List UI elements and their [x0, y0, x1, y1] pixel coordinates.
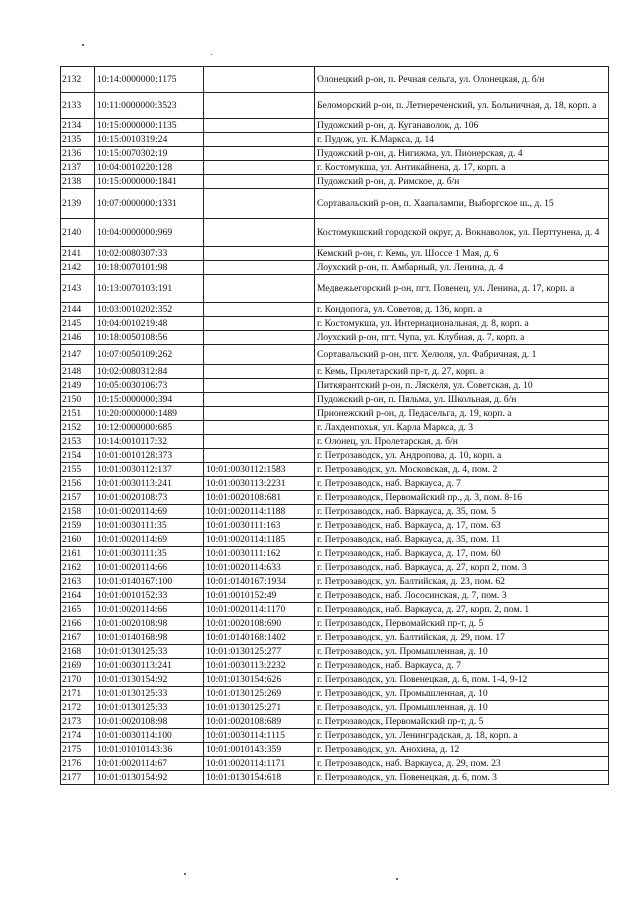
row-number-cell: 2132 — [61, 67, 95, 93]
table-row — [61, 659, 609, 673]
table-row — [61, 491, 609, 505]
table-row — [61, 147, 609, 161]
row-number-cell: 2171 — [61, 687, 95, 701]
premises-cadastral-number-cell: 10:01:0030111:163 — [204, 519, 315, 533]
premises-cadastral-number-cell: 10:01:0030114:1115 — [204, 729, 315, 743]
premises-cadastral-number-cell — [204, 421, 315, 435]
table-row — [61, 673, 609, 687]
premises-cadastral-number-cell: 10:01:0030113:2231 — [204, 477, 315, 491]
row-number-cell: 2175 — [61, 743, 95, 757]
address-cell: г. Петрозаводск, наб. Варкауса, д. 7 — [315, 659, 609, 673]
row-number-cell: 2155 — [61, 463, 95, 477]
table-row — [61, 67, 609, 93]
cadastral-number-cell: 10:01:0030112:137 — [95, 463, 204, 477]
address-cell: г. Петрозаводск, ул. Московская, д. 4, пом. 2 — [315, 463, 609, 477]
table-row — [61, 331, 609, 345]
address-cell: г. Пудож, ул. К.Маркса, д. 14 — [315, 133, 609, 147]
premises-cadastral-number-cell — [204, 247, 315, 261]
row-number-cell: 2150 — [61, 393, 95, 407]
table-row — [61, 247, 609, 261]
address-cell: г. Костомукша, ул. Антикайнена, д. 17, корп. а — [315, 161, 609, 175]
premises-cadastral-number-cell — [204, 449, 315, 463]
cadastral-number-cell: 10:01:0140168:98 — [95, 631, 204, 645]
cadastral-number-cell: 10:04:0010220:128 — [95, 161, 204, 175]
premises-cadastral-number-cell — [204, 175, 315, 189]
address-cell: Лоухский р-он, пгт. Чупа, ул. Клубная, д. 7, корп. а — [315, 331, 609, 345]
premises-cadastral-number-cell — [204, 261, 315, 275]
premises-cadastral-number-cell: 10:01:0020114:1188 — [204, 505, 315, 519]
table-row — [61, 317, 609, 331]
cadastral-number-cell: 10:01:0020114:67 — [95, 757, 204, 771]
address-cell: г. Петрозаводск, наб. Варкауса, д. 17, пом. 63 — [315, 519, 609, 533]
table-row — [61, 729, 609, 743]
scan-speck — [82, 44, 84, 46]
premises-cadastral-number-cell — [204, 119, 315, 133]
premises-cadastral-number-cell — [204, 393, 315, 407]
address-cell: Костомукшский городской округ, д. Вокнаволок, ул. Перттунена, д. 4 — [315, 219, 609, 247]
address-cell: г. Петрозаводск, наб. Варкауса, д. 35, пом. 11 — [315, 533, 609, 547]
address-cell: г. Олонец, ул. Пролетарская, д. б/н — [315, 435, 609, 449]
address-cell: Прионежский р-он, д. Педасельга, д. 19, корп. а — [315, 407, 609, 421]
row-number-cell: 2147 — [61, 345, 95, 365]
cadastral-number-cell: 10:13:0070103:191 — [95, 275, 204, 303]
table-row — [61, 547, 609, 561]
premises-cadastral-number-cell — [204, 379, 315, 393]
cadastral-number-cell: 10:02:0080307:33 — [95, 247, 204, 261]
table-row — [61, 575, 609, 589]
row-number-cell: 2148 — [61, 365, 95, 379]
cadastral-number-cell: 10:18:0050108:56 — [95, 331, 204, 345]
premises-cadastral-number-cell — [204, 147, 315, 161]
premises-cadastral-number-cell — [204, 133, 315, 147]
table-row — [61, 119, 609, 133]
table-row — [61, 757, 609, 771]
cadastral-number-cell: 10:01:0030113:241 — [95, 659, 204, 673]
address-cell: г. Кемь, Пролетарский пр-т, д. 27, корп. а — [315, 365, 609, 379]
cadastral-number-cell: 10:01:0130125:33 — [95, 687, 204, 701]
premises-cadastral-number-cell: 10:01:0130125:271 — [204, 701, 315, 715]
premises-cadastral-number-cell — [204, 303, 315, 317]
scan-speck — [184, 873, 186, 875]
cadastral-number-cell: 10:01:0020114:69 — [95, 505, 204, 519]
row-number-cell: 2165 — [61, 603, 95, 617]
cadastral-number-cell: 10:18:0070101:98 — [95, 261, 204, 275]
row-number-cell: 2161 — [61, 547, 95, 561]
address-cell: г. Петрозаводск, наб. Варкауса, д. 35, пом. 5 — [315, 505, 609, 519]
cadastral-number-cell: 10:01:0020108:98 — [95, 617, 204, 631]
row-number-cell: 2140 — [61, 219, 95, 247]
cadastral-number-cell: 10:01:0020114:69 — [95, 533, 204, 547]
address-cell: г. Лахденпохья, ул. Карла Маркса, д. 3 — [315, 421, 609, 435]
row-number-cell: 2158 — [61, 505, 95, 519]
address-cell: г. Петрозаводск, наб. Варкауса, д. 7 — [315, 477, 609, 491]
row-number-cell: 2170 — [61, 673, 95, 687]
row-number-cell: 2138 — [61, 175, 95, 189]
cadastral-number-cell: 10:01:0010152:33 — [95, 589, 204, 603]
table-row — [61, 435, 609, 449]
address-cell: г. Петрозаводск, ул. Промышленная, д. 10 — [315, 645, 609, 659]
premises-cadastral-number-cell: 10:01:0130125:277 — [204, 645, 315, 659]
premises-cadastral-number-cell — [204, 365, 315, 379]
row-number-cell: 2172 — [61, 701, 95, 715]
table-row — [61, 701, 609, 715]
table-row — [61, 645, 609, 659]
table-row — [61, 743, 609, 757]
cadastral-number-cell: 10:01:0130154:92 — [95, 673, 204, 687]
table-row — [61, 189, 609, 219]
row-number-cell: 2149 — [61, 379, 95, 393]
cadastral-number-cell: 10:01:0030114:100 — [95, 729, 204, 743]
address-cell: г. Костомукша, ул. Интернациональная, д. 8, корп. а — [315, 317, 609, 331]
table-row — [61, 617, 609, 631]
row-number-cell: 2177 — [61, 771, 95, 785]
cadastral-number-cell: 10:03:0010202:352 — [95, 303, 204, 317]
premises-cadastral-number-cell: 10:01:0010152:49 — [204, 589, 315, 603]
cadastral-number-cell: 10:04:0000000:969 — [95, 219, 204, 247]
row-number-cell: 2145 — [61, 317, 95, 331]
table-row — [61, 407, 609, 421]
address-cell: Питкярантский р-он, п. Ляскеля, ул. Советская, д. 10 — [315, 379, 609, 393]
address-cell: Олонецкий р-он, п. Речная сельга, ул. Олонецкая, д. б/н — [315, 67, 609, 93]
table-row — [61, 561, 609, 575]
cadastral-number-cell: 10:01:0020108:73 — [95, 491, 204, 505]
table-row — [61, 771, 609, 785]
cadastral-number-cell: 10:15:0010319:24 — [95, 133, 204, 147]
row-number-cell: 2173 — [61, 715, 95, 729]
row-number-cell: 2142 — [61, 261, 95, 275]
table-row — [61, 303, 609, 317]
row-number-cell: 2156 — [61, 477, 95, 491]
address-cell: Сортавальский р-он, пгт. Хелюля, ул. Фабричная, д. 1 — [315, 345, 609, 365]
address-cell: г. Петрозаводск, ул. Промышленная, д. 10 — [315, 701, 609, 715]
premises-cadastral-number-cell: 10:01:0020114:1171 — [204, 757, 315, 771]
cadastral-number-cell: 10:11:0000000:3523 — [95, 93, 204, 119]
cadastral-number-cell: 10:12:0000000:685 — [95, 421, 204, 435]
row-number-cell: 2176 — [61, 757, 95, 771]
premises-cadastral-number-cell — [204, 67, 315, 93]
premises-cadastral-number-cell: 10:01:0020114:1170 — [204, 603, 315, 617]
table-row — [61, 421, 609, 435]
table-row — [61, 261, 609, 275]
cadastral-number-cell: 10:01:0020114:66 — [95, 603, 204, 617]
row-number-cell: 2154 — [61, 449, 95, 463]
address-cell: г. Петрозаводск, Первомайский пр-т, д. 5 — [315, 617, 609, 631]
scan-speck — [396, 878, 398, 880]
row-number-cell: 2139 — [61, 189, 95, 219]
table-row — [61, 133, 609, 147]
table-row — [61, 161, 609, 175]
row-number-cell: 2143 — [61, 275, 95, 303]
row-number-cell: 2160 — [61, 533, 95, 547]
row-number-cell: 2164 — [61, 589, 95, 603]
table-row — [61, 93, 609, 119]
table-row — [61, 687, 609, 701]
premises-cadastral-number-cell — [204, 407, 315, 421]
address-cell: Пудожский р-он, д. Нигижма, ул. Пионерская, д. 4 — [315, 147, 609, 161]
address-cell: Беломорский р-он, п. Летнереченский, ул. Больничная, д. 18, корп. а — [315, 93, 609, 119]
cadastral-number-cell: 10:15:0000000:394 — [95, 393, 204, 407]
address-cell: г. Кондопога, ул. Советов, д. 136, корп. а — [315, 303, 609, 317]
cadastral-number-cell: 10:04:0010219:48 — [95, 317, 204, 331]
row-number-cell: 2166 — [61, 617, 95, 631]
table-row — [61, 589, 609, 603]
row-number-cell: 2134 — [61, 119, 95, 133]
cadastral-number-cell: 10:01:0020108:98 — [95, 715, 204, 729]
address-cell: г. Петрозаводск, ул. Ленинградская, д. 18, корп. а — [315, 729, 609, 743]
row-number-cell: 2135 — [61, 133, 95, 147]
address-cell: Пудожский р-он, п. Пяльма, ул. Школьная, д. б/н — [315, 393, 609, 407]
registry-table-body — [61, 67, 609, 785]
premises-cadastral-number-cell: 10:01:0020108:689 — [204, 715, 315, 729]
table-row — [61, 175, 609, 189]
premises-cadastral-number-cell — [204, 161, 315, 175]
row-number-cell: 2157 — [61, 491, 95, 505]
cadastral-number-cell: 10:01:0140167:100 — [95, 575, 204, 589]
cadastral-number-cell: 10:02:0080312:84 — [95, 365, 204, 379]
premises-cadastral-number-cell: 10:01:0010143:359 — [204, 743, 315, 757]
table-row — [61, 219, 609, 247]
row-number-cell: 2169 — [61, 659, 95, 673]
address-cell: г. Петрозаводск, Первомайский пр-т, д. 5 — [315, 715, 609, 729]
table-row — [61, 365, 609, 379]
scan-speck — [211, 54, 212, 55]
address-cell: Кемский р-он, г. Кемь, ул. Шоссе 1 Мая, д. 6 — [315, 247, 609, 261]
table-row — [61, 603, 609, 617]
premises-cadastral-number-cell: 10:01:0020114:1185 — [204, 533, 315, 547]
premises-cadastral-number-cell — [204, 275, 315, 303]
premises-cadastral-number-cell: 10:01:0130154:626 — [204, 673, 315, 687]
address-cell: г. Петрозаводск, ул. Балтийская, д. 29, пом. 17 — [315, 631, 609, 645]
table-row — [61, 477, 609, 491]
row-number-cell: 2137 — [61, 161, 95, 175]
premises-cadastral-number-cell: 10:01:0140167:1934 — [204, 575, 315, 589]
address-cell: г. Петрозаводск, ул. Андропова, д. 10, корп. а — [315, 449, 609, 463]
address-cell: Лоухский р-он, п. Амбарный, ул. Ленина, д. 4 — [315, 261, 609, 275]
address-cell: Медвежьегорский р-он, пгт. Повенец, ул. Ленина, д. 17, корп. а — [315, 275, 609, 303]
cadastral-number-cell: 10:14:0010117:32 — [95, 435, 204, 449]
premises-cadastral-number-cell: 10:01:0020108:690 — [204, 617, 315, 631]
premises-cadastral-number-cell: 10:01:0130154:618 — [204, 771, 315, 785]
table-row — [61, 505, 609, 519]
premises-cadastral-number-cell — [204, 435, 315, 449]
cadastral-number-cell: 10:01:0020114:66 — [95, 561, 204, 575]
row-number-cell: 2141 — [61, 247, 95, 261]
address-cell: г. Петрозаводск, Первомайский пр., д. 3, пом. 8-16 — [315, 491, 609, 505]
premises-cadastral-number-cell: 10:01:0030113:2232 — [204, 659, 315, 673]
premises-cadastral-number-cell: 10:01:0030112:1583 — [204, 463, 315, 477]
cadastral-number-cell: 10:01:0130125:33 — [95, 645, 204, 659]
cadastral-number-cell: 10:01:01010143:36 — [95, 743, 204, 757]
premises-cadastral-number-cell — [204, 219, 315, 247]
premises-cadastral-number-cell — [204, 331, 315, 345]
cadastral-number-cell: 10:20:0000000:1489 — [95, 407, 204, 421]
address-cell: г. Петрозаводск, наб. Лососинская, д. 7, пом. 3 — [315, 589, 609, 603]
premises-cadastral-number-cell — [204, 317, 315, 331]
table-row — [61, 393, 609, 407]
row-number-cell: 2136 — [61, 147, 95, 161]
address-cell: г. Петрозаводск, ул. Повенецкая, д. 6, пом. 1-4, 9-12 — [315, 673, 609, 687]
row-number-cell: 2152 — [61, 421, 95, 435]
cadastral-number-cell: 10:07:0000000:1331 — [95, 189, 204, 219]
table-row — [61, 379, 609, 393]
row-number-cell: 2168 — [61, 645, 95, 659]
cadastral-number-cell: 10:07:0050109:262 — [95, 345, 204, 365]
row-number-cell: 2163 — [61, 575, 95, 589]
table-row — [61, 533, 609, 547]
address-cell: г. Петрозаводск, наб. Варкауса, д. 27, корп 2, пом. 3 — [315, 561, 609, 575]
row-number-cell: 2153 — [61, 435, 95, 449]
row-number-cell: 2162 — [61, 561, 95, 575]
cadastral-number-cell: 10:15:0070302:19 — [95, 147, 204, 161]
table-row — [61, 463, 609, 477]
row-number-cell: 2167 — [61, 631, 95, 645]
address-cell: г. Петрозаводск, наб. Варкауса, д. 29, пом. 23 — [315, 757, 609, 771]
row-number-cell: 2146 — [61, 331, 95, 345]
premises-cadastral-number-cell — [204, 189, 315, 219]
premises-cadastral-number-cell: 10:01:0020108:681 — [204, 491, 315, 505]
cadastral-number-cell: 10:01:0130125:33 — [95, 701, 204, 715]
premises-cadastral-number-cell: 10:01:0020114:633 — [204, 561, 315, 575]
row-number-cell: 2151 — [61, 407, 95, 421]
address-cell: г. Петрозаводск, ул. Повенецкая, д. 6, пом. 3 — [315, 771, 609, 785]
cadastral-number-cell: 10:01:0030111:35 — [95, 547, 204, 561]
premises-cadastral-number-cell: 10:01:0140168:1402 — [204, 631, 315, 645]
cadastral-number-cell: 10:14:0000000:1175 — [95, 67, 204, 93]
address-cell: г. Петрозаводск, ул. Промышленная, д. 10 — [315, 687, 609, 701]
table-row — [61, 519, 609, 533]
table-row — [61, 275, 609, 303]
premises-cadastral-number-cell: 10:01:0130125:269 — [204, 687, 315, 701]
address-cell: г. Петрозаводск, наб. Варкауса, д. 17, пом. 60 — [315, 547, 609, 561]
premises-cadastral-number-cell: 10:01:0030111:162 — [204, 547, 315, 561]
cadastral-number-cell: 10:15:0000000:1841 — [95, 175, 204, 189]
row-number-cell: 2174 — [61, 729, 95, 743]
row-number-cell: 2159 — [61, 519, 95, 533]
table-row — [61, 631, 609, 645]
cadastral-number-cell: 10:01:0130154:92 — [95, 771, 204, 785]
row-number-cell: 2144 — [61, 303, 95, 317]
table-row — [61, 345, 609, 365]
address-cell: г. Петрозаводск, ул. Анохина, д. 12 — [315, 743, 609, 757]
table-row — [61, 449, 609, 463]
cadastral-number-cell: 10:01:0030113:241 — [95, 477, 204, 491]
registry-table — [60, 66, 609, 785]
address-cell: г. Петрозаводск, наб. Варкауса, д. 27, корп. 2, пом. 1 — [315, 603, 609, 617]
table-row — [61, 715, 609, 729]
premises-cadastral-number-cell — [204, 93, 315, 119]
cadastral-number-cell: 10:05:0030106:73 — [95, 379, 204, 393]
row-number-cell: 2133 — [61, 93, 95, 119]
cadastral-number-cell: 10:01:0010128:373 — [95, 449, 204, 463]
cadastral-number-cell: 10:01:0030111:35 — [95, 519, 204, 533]
premises-cadastral-number-cell — [204, 345, 315, 365]
address-cell: Сортавальский р-он, п. Хаапалампи, Выборгское ш., д. 15 — [315, 189, 609, 219]
cadastral-number-cell: 10:15:0000000:1135 — [95, 119, 204, 133]
address-cell: Пудожский р-он, д. Куганаволок, д. 106 — [315, 119, 609, 133]
address-cell: Пудожский р-он, д. Римское, д. б/н — [315, 175, 609, 189]
address-cell: г. Петрозаводск, ул. Балтийская, д. 23, пом. 62 — [315, 575, 609, 589]
